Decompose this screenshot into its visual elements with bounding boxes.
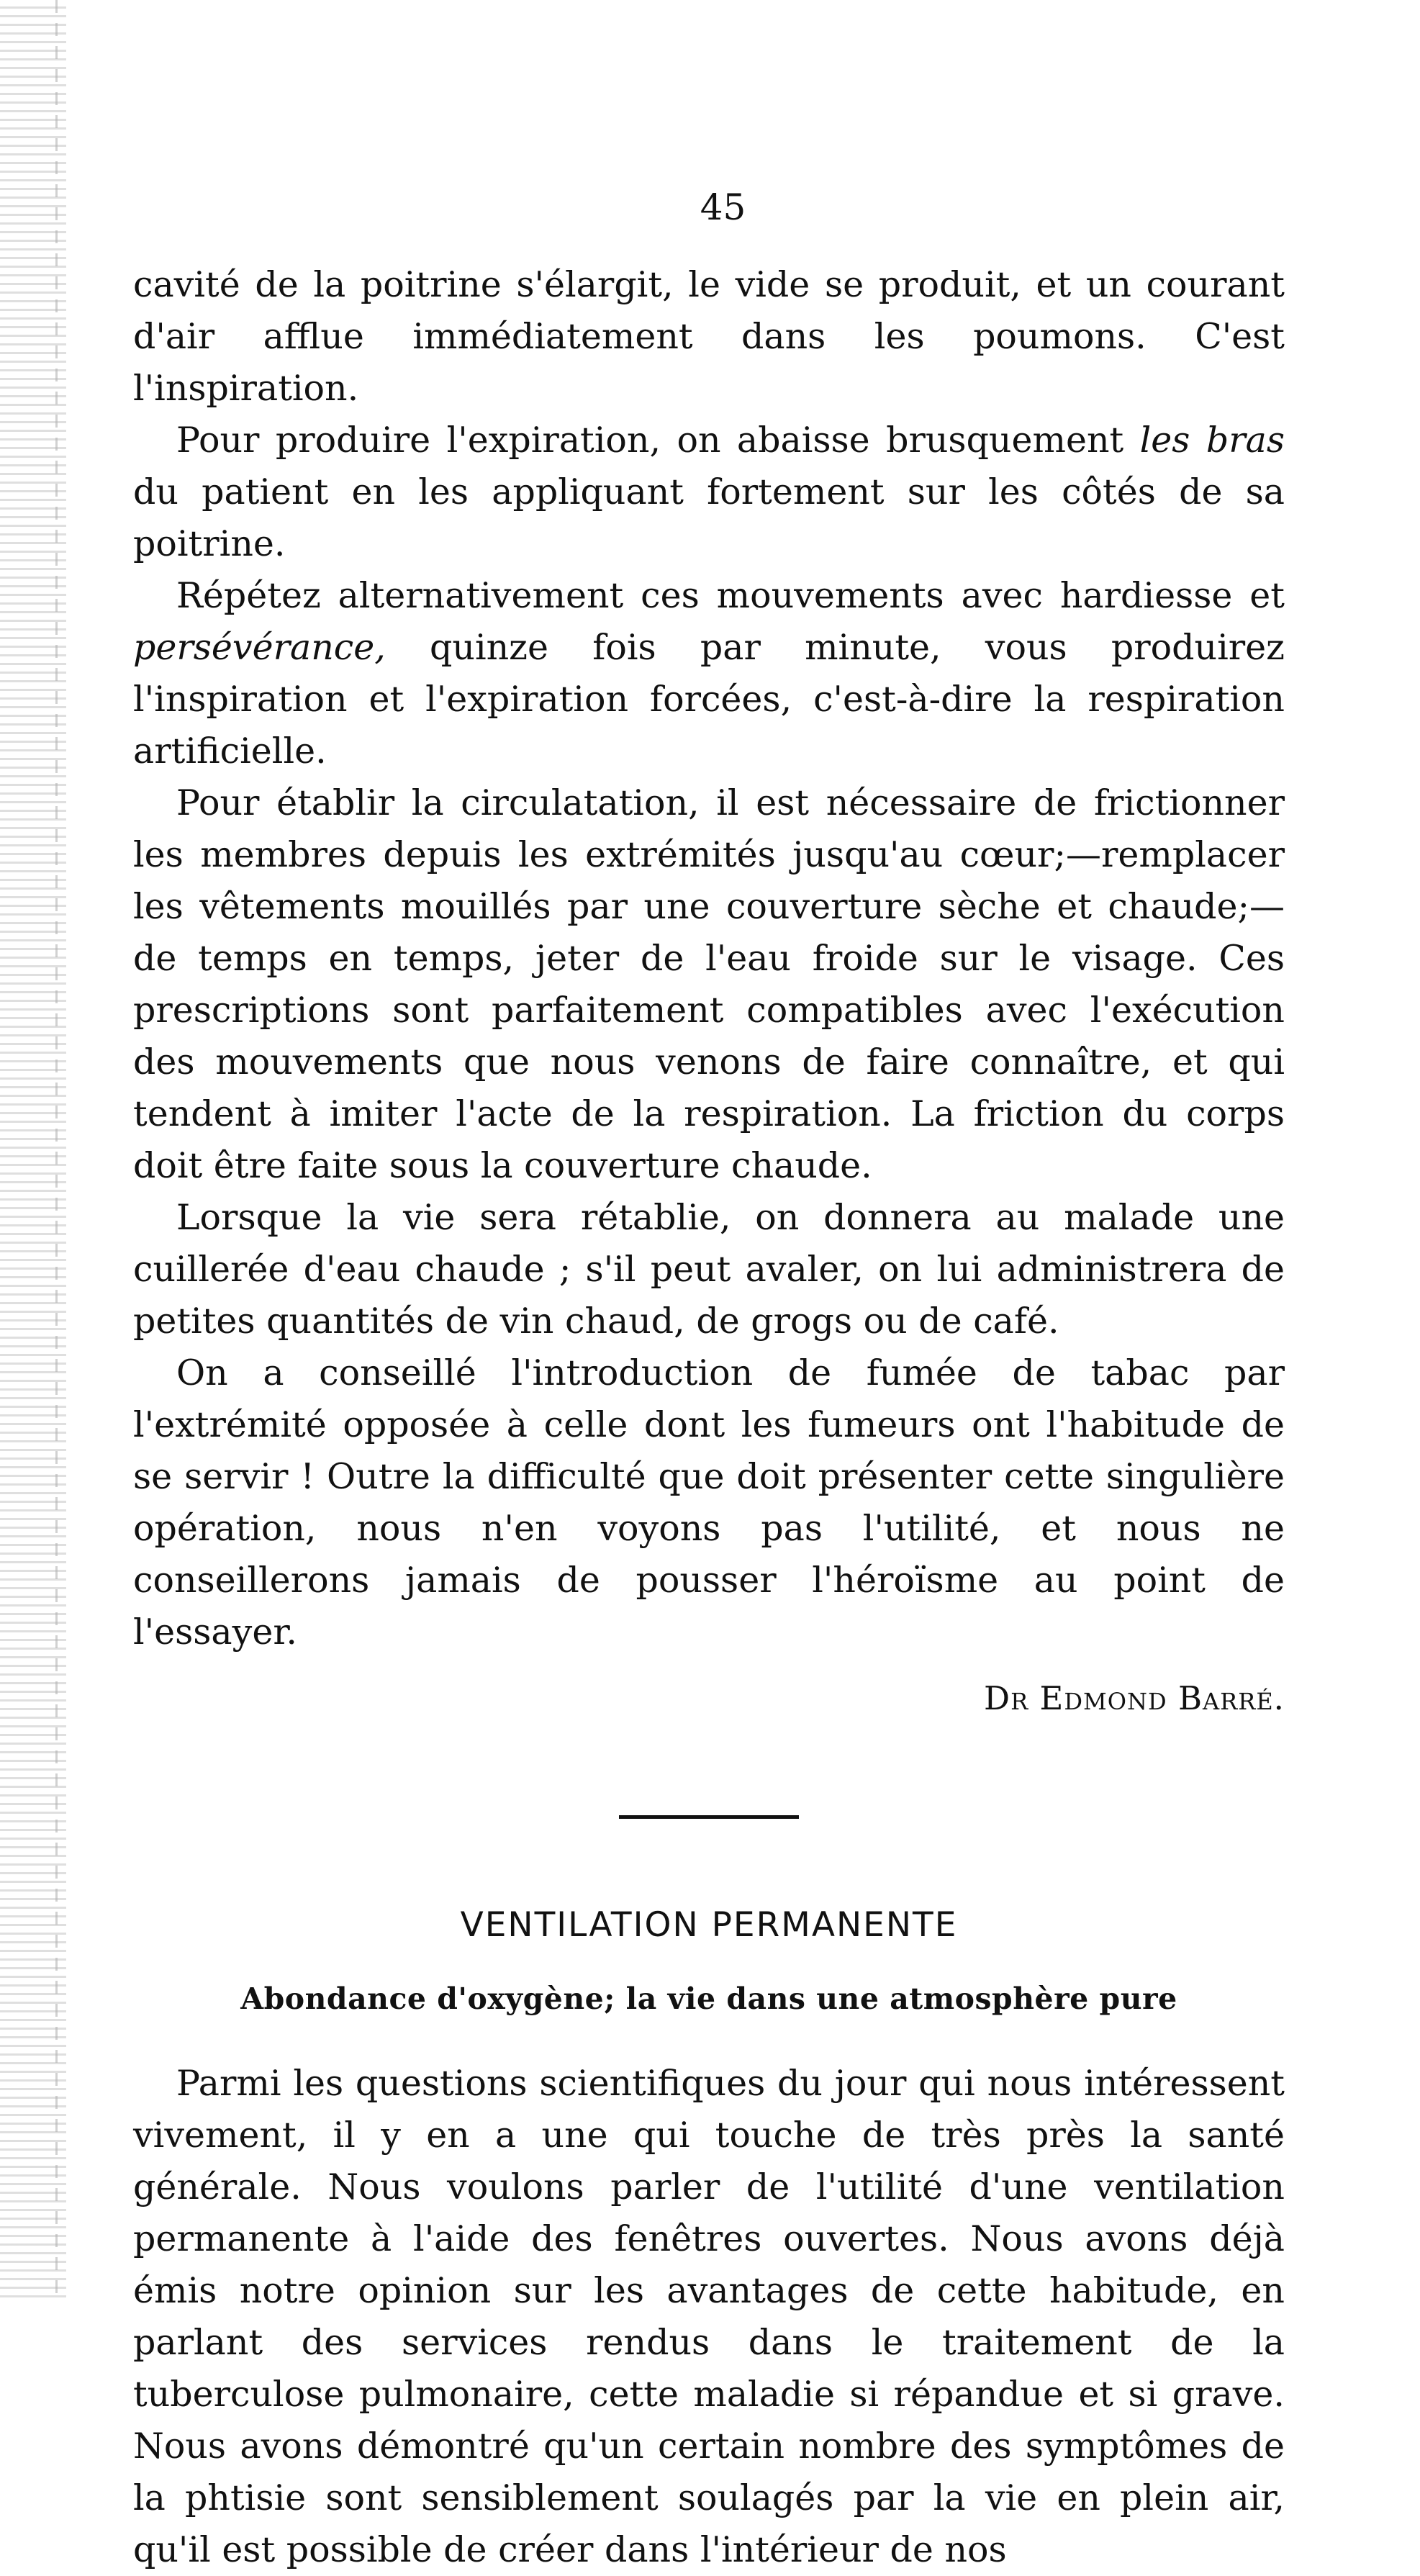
author-signature: Dr Edmond Barré. [984, 1679, 1285, 1717]
paragraph-recovery: Lorsque la vie sera rétablie, on donnera au malade une cuillerée d'eau chaude ; s'il peut avaler, on lui administrera de petites quantités de vin chaud, de grogs ou de café. [133, 1197, 1285, 1342]
paragraph-repetition-emphasis: persévérance, [133, 627, 386, 668]
paragraph-circulation: Pour établir la circulatation, il est nécessaire de frictionner les membres depuis les extrémités jusqu'au cœur;—remplacer les vêtements mouillés par une couverture sèche et chaude;—de temps en temps, jeter de l'eau froide sur le visage. Ces prescriptions sont parfaitement compatibles avec l'exécution des mouvements que nous venons de faire connaître, et qui tendent à imiter l'acte de la respiration. La friction du corps doit être faite sous la couverture chaude. [133, 782, 1285, 1186]
page-number [0, 186, 1420, 229]
paragraph-repetition [133, 570, 1285, 777]
section-title: VENTILATION PERMANENTE [460, 1905, 958, 1945]
paragraph-expiration [133, 415, 1285, 570]
paragraph-repetition-start: Répétez alternativement ces mouvements avec hardiesse et [176, 575, 1285, 616]
section-divider [619, 1815, 799, 1819]
paragraph-ventilation: Parmi les questions scientifiques du jour qui nous intéressent vivement, il y en a une qui touche de très près la santé générale. Nous voulons parler de l'utilité d'une ventilation permanente à l'aide des fenêtres ouvertes. Nous avons déjà émis notre opinion sur les avantages de cette habitude, en parlant des services rendus dans le traitement de la tuberculose pulmonaire, cette maladie si répandue et si grave. Nous avons démontré qu'un certain nombre des symptômes de la phtisie sont sensiblement soulagés par la vie en plein air, qu'il est possible de créer dans l'intérieur de nos [133, 2063, 1285, 2570]
page-binding-edge [0, 0, 66, 2302]
paragraph-expiration-end: du patient en les appliquant fortement sur les côtés de sa poitrine. [133, 471, 1285, 564]
page-number-text: 45 [700, 186, 746, 228]
paragraph-continuation: cavité de la poitrine s'élargit, le vide se produit, et un courant d'air afflue immédiatement dans les poumons. C'est l'inspiration. [133, 264, 1285, 409]
section-subtitle: Abondance d'oxygène; la vie dans une atmosphère pure [240, 1981, 1177, 2016]
paragraph-expiration-emphasis: les bras [1139, 420, 1285, 461]
paragraph-repetition-end: quinze fois par minute, vous produirez l'inspiration et l'expiration forcées, c'est-à-dire la respiration artificielle. [133, 627, 1285, 772]
page-body [133, 259, 1285, 2576]
paragraph-tobacco: On a conseillé l'introduction de fumée de tabac par l'extrémité opposée à celle dont les fumeurs ont l'habitude de se servir ! Outre la difficulté que doit présenter cette singulière opération, nous n'en voyons pas l'utilité, et nous ne conseillerons jamais de pousser l'héroïsme au point de l'essayer. [133, 1352, 1285, 1653]
paragraph-expiration-start: Pour produire l'expiration, on abaisse brusquement [176, 420, 1140, 461]
